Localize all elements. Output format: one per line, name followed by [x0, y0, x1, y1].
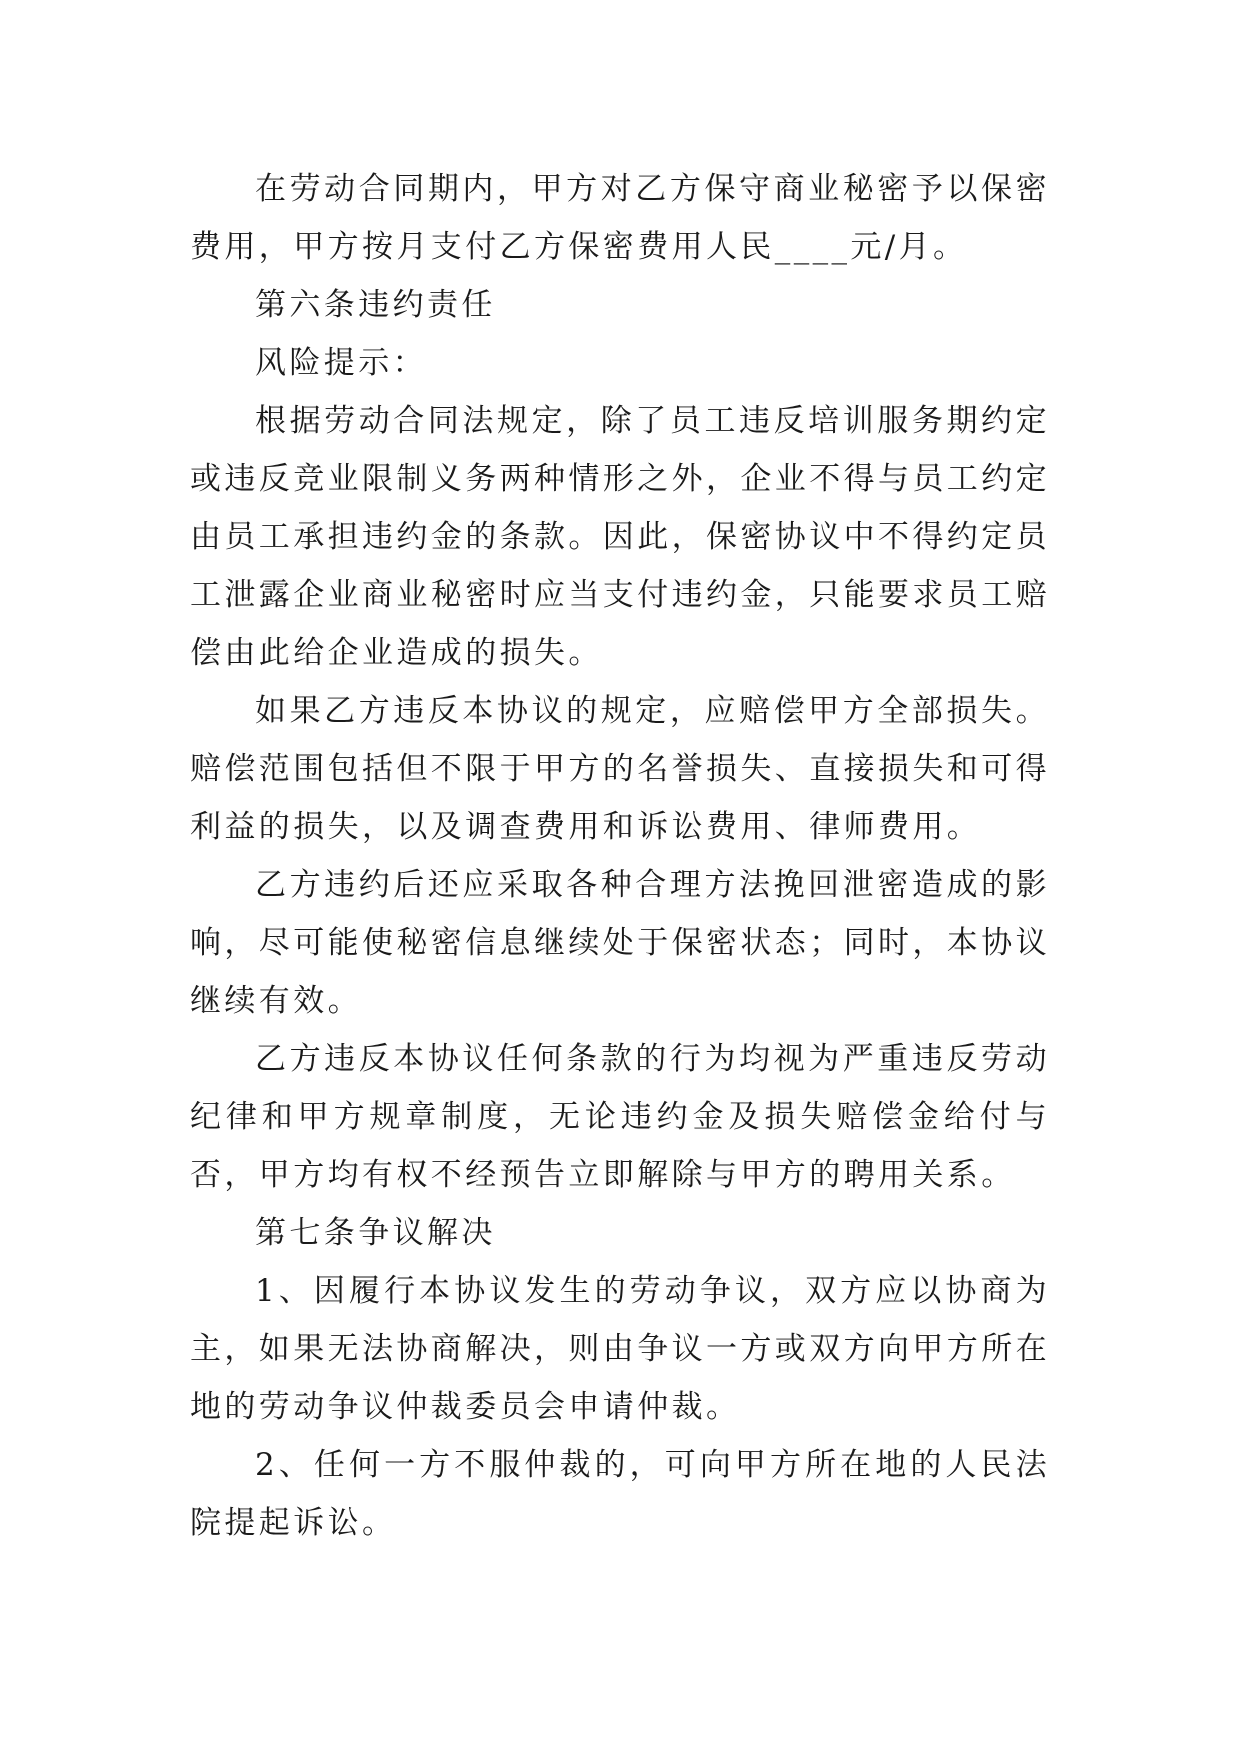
paragraph-compensation-scope: 如果乙方违反本协议的规定，应赔偿甲方全部损失。赔偿范围包括但不限于甲方的名誉损失、直接损失和可得利益的损失，以及调查费用和诉讼费用、律师费用。 — [190, 693, 1050, 845]
section-heading-dispute-resolution: 第七条争议解决 — [255, 1215, 496, 1251]
document-body — [190, 160, 1050, 1552]
section-heading-breach-liability: 第六条违约责任 — [255, 287, 496, 323]
paragraph-termination: 乙方违反本协议任何条款的行为均视为严重违反劳动纪律和甲方规章制度，无论违约金及损失赔偿金给付与否，甲方均有权不经预告立即解除与甲方的聘用关系。 — [190, 1041, 1050, 1193]
paragraph-remedial-measures: 乙方违约后还应采取各种合理方法挽回泄密造成的影响，尽可能使秘密信息继续处于保密状态；同时，本协议继续有效。 — [190, 867, 1050, 1019]
paragraph-arbitration: 1、因履行本协议发生的劳动争议，双方应以协商为主，如果无法协商解决，则由争议一方或双方向甲方所在地的劳动争议仲裁委员会申请仲裁。 — [190, 1273, 1050, 1425]
paragraph-risk-notice: 根据劳动合同法规定，除了员工违反培训服务期约定或违反竞业限制义务两种情形之外，企业不得与员工约定由员工承担违约金的条款。因此，保密协议中不得约定员工泄露企业商业秘密时应当支付违约金，只能要求员工赔偿由此给企业造成的损失。 — [190, 403, 1050, 671]
paragraph-litigation: 2、任何一方不服仲裁的，可向甲方所在地的人民法院提起诉讼。 — [190, 1447, 1050, 1541]
risk-notice-label: 风险提示： — [255, 345, 427, 381]
paragraph-confidentiality-fee: 在劳动合同期内，甲方对乙方保守商业秘密予以保密费用，甲方按月支付乙方保密费用人民____元/月。 — [190, 171, 1050, 265]
